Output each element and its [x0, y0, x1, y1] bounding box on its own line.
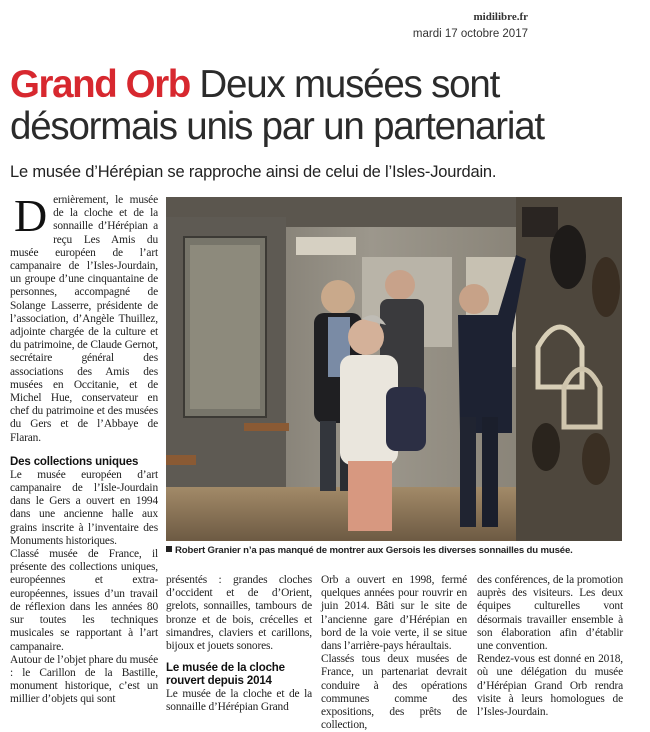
- paragraph: Orb a ouvert en 1998, fermé quelques années pour rouvrir en juin 2014. Bâti sur le site de l’ancienne gare d’Hérépian en bord de la voie verte, il se situe dans l’arrière-pays héraultais.: [321, 574, 467, 653]
- subheadline: Le musée d’Hérépian se rapproche ainsi de celui de l’Isles-Jourdain.: [10, 163, 497, 181]
- caption-text: Robert Granier n’a pas manqué de montrer aux Gersois les diverses sonnailles du musée.: [175, 545, 573, 556]
- paragraph: Le musée européen d’art campanaire de l’Isle-Jourdain dans le Gers a ouvert en 1994 dans une ancienne halle aux grains inscrite à l’inventaire des Monuments historiques.: [10, 468, 158, 547]
- headline: [10, 64, 640, 148]
- publication-date: mardi 17 octobre 2017: [412, 28, 528, 40]
- paragraph: Autour de l’objet phare du musée : le Carillon de la Bastille, monument historique, c’est un millier d’objets qui sont: [10, 653, 158, 706]
- article-column-1: [10, 190, 158, 707]
- paragraph: Classé musée de France, il présente des collections uniques, européennes et extra-européennes, issues d’un travail de réflexion dans les années 80 sur toutes les techniques musicales se rapportant à l’art campanaire.: [10, 548, 158, 653]
- headline-kicker: Grand Orb: [10, 63, 190, 106]
- headline-title-1: Deux musées sont: [199, 63, 500, 106]
- masthead: [413, 11, 528, 40]
- drop-cap: D: [14, 190, 48, 241]
- paragraph: présentés : grandes cloches d’occident et de d’Orient, grelots, sonnailles, tambours de bronze et de bois, crécelles et simandres, claviers et carillons, bijoux et jouets sonores.: [166, 574, 312, 653]
- headline-title-2: désormais unis par un partenariat: [10, 105, 544, 148]
- paragraph: Classés tous deux musées de France, un partenariat devrait conduire à des opérations communes comme des expositions, des prêts de collection,: [321, 653, 467, 732]
- intro-paragraph: ernièrement, le musée de la cloche et de la sonnaille d’Hérépian a reçu Les Amis du musée européen de l’art campanaire de l’Isles-Jourdain, un groupe d’une cinquantaine de personnes, accompagné de Solange Lasserre, présidente de l’association, d’Angèle Thuillez, adjointe chargée de la culture et du patrimoine, de Claude Gernot, secrétaire général des associations des Amis des musées en Occitanie, et de Michel Hue, conservateur en chef du patrimoine et des musées du Gers et de l’Abbaye de Flaran.: [10, 194, 158, 444]
- paragraph: Le musée de la cloche et de la sonnaille d’Hérépian Grand: [166, 688, 312, 714]
- photo-caption: [166, 545, 626, 556]
- museum-photo-illustration: [166, 197, 622, 541]
- article-column-4: [477, 574, 623, 719]
- article-photo: [166, 197, 622, 541]
- article-column-2: [166, 574, 312, 715]
- caption-bullet: [166, 546, 172, 552]
- paragraph: Rendez-vous est donné en 2018, où une délégation du musée d’Hérépian Grand Orb rendra visite à leurs homologues de l’Isles-Jourdain.: [477, 653, 623, 719]
- paragraph: des conférences, de la promotion auprès des visiteurs. Les deux équipes culturelles vont désormais travailler ensemble à son élaboration afin d’établir une convention.: [477, 574, 623, 653]
- site-name: midilibre.fr: [473, 11, 528, 23]
- section-title-collections: Des collections uniques: [10, 455, 139, 468]
- section-title-museum: Le musée de la cloche rouvert depuis 2014: [166, 662, 285, 688]
- article-column-3: [321, 574, 467, 732]
